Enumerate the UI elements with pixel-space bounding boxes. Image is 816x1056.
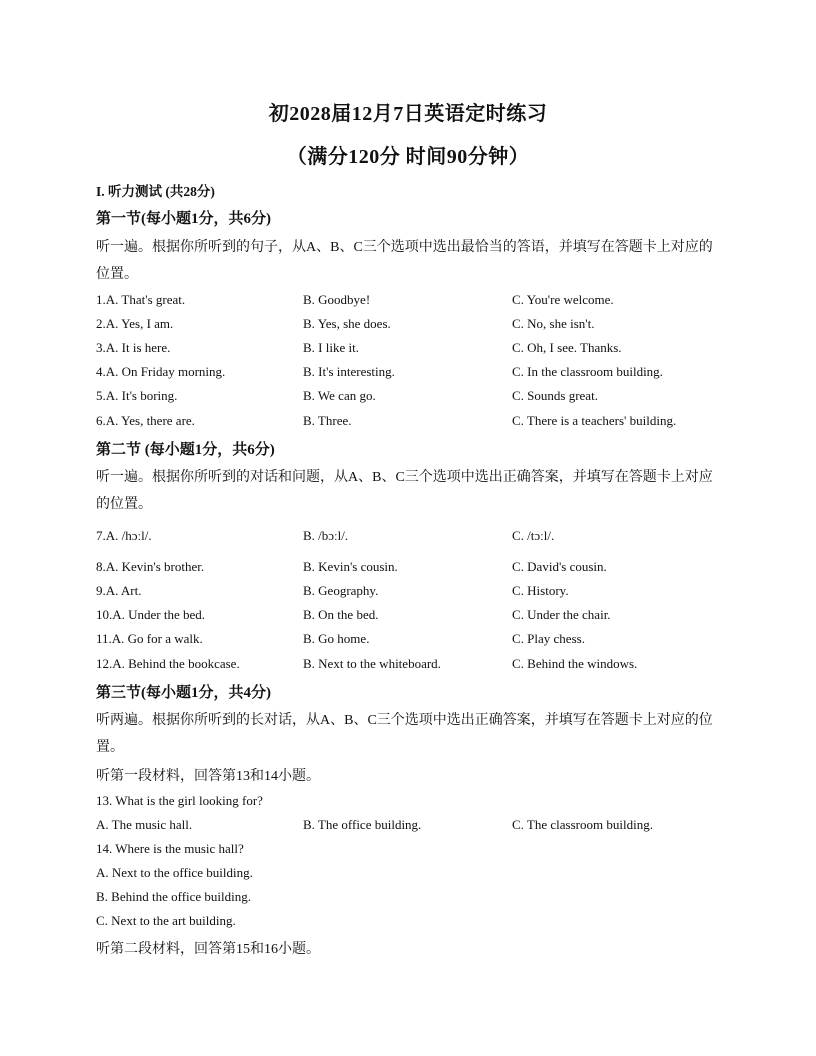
option-a: 1.A. That's great. [96,292,186,307]
option-b: B. It's interesting. [303,364,395,379]
option-b: B. Behind the office building. [96,889,252,904]
option-b: B. Geography. [303,583,379,598]
option-a: 12.A. Behind the bookcase. [96,656,240,671]
option-a: A. The music hall. [96,817,193,832]
part-heading: I. 听力测试 (共28分) [96,184,215,199]
material-1-note: 听第一段材料，回答第13和14小题。 [96,769,320,784]
question-14-stem: 14. Where is the music hall? [96,841,244,856]
option-b: B. Go home. [303,631,370,646]
option-a: 10.A. Under the bed. [96,607,206,622]
option-a: 6.A. Yes, there are. [96,413,195,428]
option-c: C. No, she isn't. [512,316,595,331]
option-c: C. The classroom building. [512,817,653,832]
option-c: C. Oh, I see. Thanks. [512,340,622,355]
page-subtitle: （满分120分 时间90分钟） [286,146,530,168]
option-a: 8.A. Kevin's brother. [96,559,205,574]
option-a: 11.A. Go for a walk. [96,631,203,646]
option-b: B. Next to the whiteboard. [303,656,441,671]
option-b: B. The office building. [303,817,422,832]
option-c: C. Sounds great. [512,388,598,403]
option-a: 5.A. It's boring. [96,388,178,403]
option-c: C. Under the chair. [512,607,611,622]
option-c: C. Behind the windows. [512,656,638,671]
option-c: C. Play chess. [512,631,585,646]
option-b: B. /bɔːl/. [303,528,349,543]
option-a: 3.A. It is here. [96,340,171,355]
option-c: C. There is a teachers' building. [512,413,677,428]
question-13-stem: 13. What is the girl looking for? [96,793,263,808]
option-c: C. In the classroom building. [512,364,663,379]
section1-heading: 第一节(每小题1分，共6分) [96,211,271,227]
option-b: B. Kevin's cousin. [303,559,398,574]
option-c: C. David's cousin. [512,559,607,574]
option-a: 2.A. Yes, I am. [96,316,174,331]
option-c: C. /tɔːl/. [512,528,555,543]
option-b: B. Yes, she does. [303,316,391,331]
option-a: A. Next to the office building. [96,865,253,880]
option-c: C. History. [512,583,569,598]
option-c: C. You're welcome. [512,292,614,307]
option-b: B. On the bed. [303,607,379,622]
option-a: 7.A. /hɔːl/. [96,528,152,543]
section1-instruction: 听一遍。根据你所听到的句子，从A、B、C三个选项中选出最恰当的答语，并填写在答题卡上对应的位置。 [96,240,713,282]
section3-heading: 第三节(每小题1分，共4分) [96,685,271,701]
option-b: B. I like it. [303,340,359,355]
option-b: B. We can go. [303,388,376,403]
section3-instruction: 听两遍。根据你所听到的长对话，从A、B、C三个选项中选出正确答案，并填写在答题卡上对应的位置。 [96,713,713,755]
option-b: B. Three. [303,413,352,428]
option-c: C. Next to the art building. [96,913,236,928]
option-a: 9.A. Art. [96,583,142,598]
option-a: 4.A. On Friday morning. [96,364,226,379]
page-title: 初2028届12月7日英语定时练习 [268,103,548,125]
section2-heading: 第二节 (每小题1分，共6分) [96,442,275,458]
section2-instruction: 听一遍。根据你所听到的对话和问题，从A、B、C三个选项中选出正确答案，并填写在答题卡上对应的位置。 [96,470,713,512]
option-b: B. Goodbye! [303,292,371,307]
material-2-note: 听第二段材料，回答第15和16小题。 [96,942,320,957]
